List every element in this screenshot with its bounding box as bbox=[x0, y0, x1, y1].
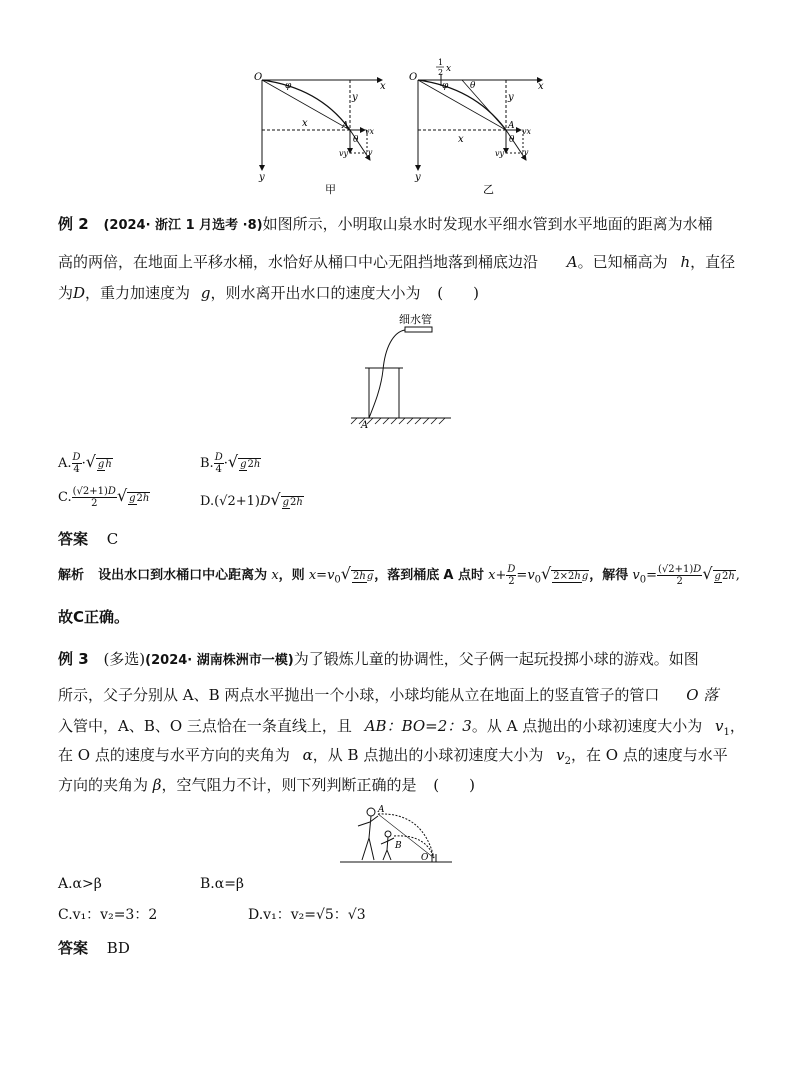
ex2-option-d: D.(√2+1)D√ g2h bbox=[200, 490, 303, 509]
jia-point-a: A bbox=[342, 121, 349, 131]
ex2-var-g: g bbox=[200, 284, 211, 302]
yi-x-axis: x bbox=[538, 81, 544, 92]
projectile-figures bbox=[250, 58, 550, 198]
ex2-opt-c-label: C. bbox=[58, 490, 72, 505]
jia-caption: 甲 bbox=[325, 183, 336, 196]
ex2-text3b: ，重力加速度为 bbox=[85, 284, 191, 302]
ex3-source: (2024· 湖南株洲市一模) bbox=[145, 653, 294, 668]
yi-vx: vx bbox=[522, 127, 532, 136]
ex3-option-b: B.α=β bbox=[200, 876, 245, 892]
ex3-tag: 例 3 bbox=[58, 650, 89, 668]
ex2-text3a: 为 bbox=[58, 284, 74, 302]
jia-x-axis: x bbox=[380, 81, 386, 92]
ex2-option-b: B. $\frac{D}{4}$ ·√ g2h bbox=[200, 452, 261, 475]
ex2-answer bbox=[58, 528, 118, 549]
ex2-source: (2024· 浙江 1 月选考 ·8) bbox=[103, 218, 263, 233]
yi-x-label: x bbox=[458, 134, 464, 145]
ex3-paren: ( ) bbox=[433, 776, 475, 794]
yi-y-label: y bbox=[508, 92, 514, 103]
ex2-text1: 如图所示，小明取山泉水时发现水平细水管到水平地面的距离为水桶 bbox=[262, 215, 713, 233]
jia-x-label: x bbox=[302, 118, 308, 129]
bucket-point-a: A bbox=[361, 420, 369, 430]
ex3-text1: 为了锻炼儿童的协调性，父子俩一起玩投掷小球的游戏。如图 bbox=[293, 650, 699, 668]
ex3-multi: (多选) bbox=[103, 650, 146, 668]
yi-theta-top: θ bbox=[470, 81, 476, 91]
ex2-paren: ( ) bbox=[437, 284, 479, 302]
jia-vx: vx bbox=[365, 127, 375, 136]
ex3-line2 bbox=[58, 684, 718, 705]
ex3-text4-b: ，从 B 点抛出的小球初速度大小为 bbox=[312, 746, 544, 764]
ex2-opt-d-label: D. bbox=[200, 494, 215, 509]
throw-point-a: A bbox=[378, 805, 385, 815]
jia-y-label: y bbox=[352, 92, 358, 103]
ex2-var-a: A bbox=[566, 253, 578, 271]
ex3-text4-c: ，在 O 点的速度与水平 bbox=[570, 746, 728, 764]
ex3-alpha: α bbox=[302, 746, 313, 764]
yi-phi: φ bbox=[442, 81, 449, 91]
figure-jia bbox=[254, 72, 386, 196]
ex2-analysis-text1: 设出水口到水桶口中心距离为 bbox=[98, 568, 268, 583]
bucket-figure bbox=[345, 308, 455, 430]
ex2-text2-end: ，直径 bbox=[690, 253, 736, 271]
ex2-analysis-text3: ，落到桶底 bbox=[374, 568, 440, 583]
ex3-text5: 方向的夹角为 bbox=[58, 776, 149, 794]
ex2-analysis-x: x bbox=[271, 568, 279, 583]
jia-vy: vy bbox=[339, 149, 349, 158]
ex3-text3: 入管中，A、B、O 三点恰在一条直线上，且 bbox=[58, 717, 352, 735]
ex3-text3-tail: 。从 A 点抛出的小球初速度大小为 bbox=[471, 717, 703, 735]
ex3-option-d: D.v₁：v₂=√5：√3 bbox=[248, 907, 366, 923]
ex3-beta: β bbox=[152, 776, 162, 794]
ex2-analysis-text5: ，解得 bbox=[589, 568, 629, 583]
ex2-conclusion: 故C正确。 bbox=[58, 608, 130, 626]
ex3-text2: 所示，父子分别从 A、B 两点水平抛出一个小球，小球均能从立在地面上的竖直管子的管口 bbox=[58, 686, 660, 704]
ex2-option-a: A. $\frac{D}{4}$ ·√ gh bbox=[58, 452, 112, 475]
ex2-analysis-text2: ，则 bbox=[278, 568, 305, 583]
yi-half-num: 1 bbox=[438, 58, 444, 67]
ex2-var-d: D bbox=[73, 284, 86, 302]
ex3-v1: v bbox=[715, 717, 724, 735]
throwing-figure bbox=[338, 802, 456, 866]
ex3-ratio: AB：BO=2：3 bbox=[364, 717, 472, 735]
yi-half-x: x bbox=[446, 64, 452, 74]
ex2-option-c: C. $\frac{(√2+1)D}{2}$ √ g2h bbox=[58, 486, 150, 509]
ex3-line3: 入管中，A、B、O 三点恰在一条直线上，且 AB：BO=2：3。从 A 点抛出的小球初速度大小为 $v_1$， bbox=[58, 717, 745, 738]
ex3-line1 bbox=[58, 648, 699, 669]
ex3-text2-o: O 落 bbox=[686, 686, 719, 704]
ex2-line2 bbox=[58, 251, 735, 272]
yi-caption: 乙 bbox=[483, 183, 494, 196]
ex2-answer-value: C bbox=[106, 530, 119, 548]
ex2-var-h: h bbox=[680, 253, 691, 271]
yi-point-a: A bbox=[508, 121, 515, 131]
ex3-answer-label: 答案 bbox=[58, 939, 89, 957]
ex2-analysis: 解析 设出水口到水桶口中心距离为 x，则 $x=v_0√$ 2hg，落到桶底 A 点时 x+ $\frac{D}{2}$ $=v_0√$ 2×2hg，解得 $v_0=$ $\frac{(√2+1)D}{2}$ √ g2h, bbox=[58, 564, 740, 587]
yi-origin: O bbox=[409, 72, 418, 83]
ex2-answer-label: 答案 bbox=[58, 530, 89, 548]
yi-half-den: 2 bbox=[438, 68, 444, 77]
ex3-answer-value: BD bbox=[106, 939, 130, 957]
ex2-line1 bbox=[58, 213, 713, 234]
ex2-opt-b-label: B. bbox=[200, 456, 214, 471]
ex3-line5 bbox=[58, 774, 475, 795]
ex2-text2: 高的两倍，在地面上平移水桶，水恰好从桶口中心无阻挡地落到桶底边沿 bbox=[58, 253, 539, 271]
ex2-text3c: ，则水离开出水口的速度大小为 bbox=[210, 284, 421, 302]
ex2-analysis-text4: A 点时 bbox=[443, 568, 484, 583]
ex2-tag: 例 2 bbox=[58, 215, 89, 233]
ex3-line4: 在 O 点的速度与水平方向的夹角为 α，从 B 点抛出的小球初速度大小为 $v_2$，在 O 点的速度与水平 bbox=[58, 746, 728, 767]
ex2-line3 bbox=[58, 282, 479, 303]
ex3-text4: 在 O 点的速度与水平方向的夹角为 bbox=[58, 746, 290, 764]
yi-v: v bbox=[524, 148, 529, 157]
jia-v: v bbox=[368, 148, 373, 157]
ex2-opt-a-label: A. bbox=[58, 456, 72, 471]
ex3-text5-b: ，空气阻力不计，则下列判断正确的是 bbox=[161, 776, 417, 794]
jia-origin: O bbox=[254, 72, 263, 83]
jia-y-axis: y bbox=[259, 172, 265, 183]
jia-phi: φ bbox=[285, 81, 292, 91]
ex3-option-a: A.α>β bbox=[58, 876, 102, 892]
yi-y-axis: y bbox=[415, 172, 421, 183]
yi-theta: θ bbox=[509, 135, 515, 145]
ex3-answer bbox=[58, 937, 130, 958]
throw-point-o: O bbox=[421, 853, 429, 863]
jia-theta: θ bbox=[353, 135, 359, 145]
pipe-label: 细水管 bbox=[399, 313, 432, 326]
ex3-v2: v bbox=[556, 746, 565, 764]
ex2-text2-tail: 。已知桶高为 bbox=[577, 253, 668, 271]
ex3-option-c: C.v₁：v₂=3：2 bbox=[58, 907, 158, 923]
figure-yi bbox=[409, 58, 544, 196]
ex2-analysis-label: 解析 bbox=[58, 568, 85, 583]
throw-point-b: B bbox=[395, 841, 402, 851]
yi-vy: vy bbox=[495, 149, 505, 158]
